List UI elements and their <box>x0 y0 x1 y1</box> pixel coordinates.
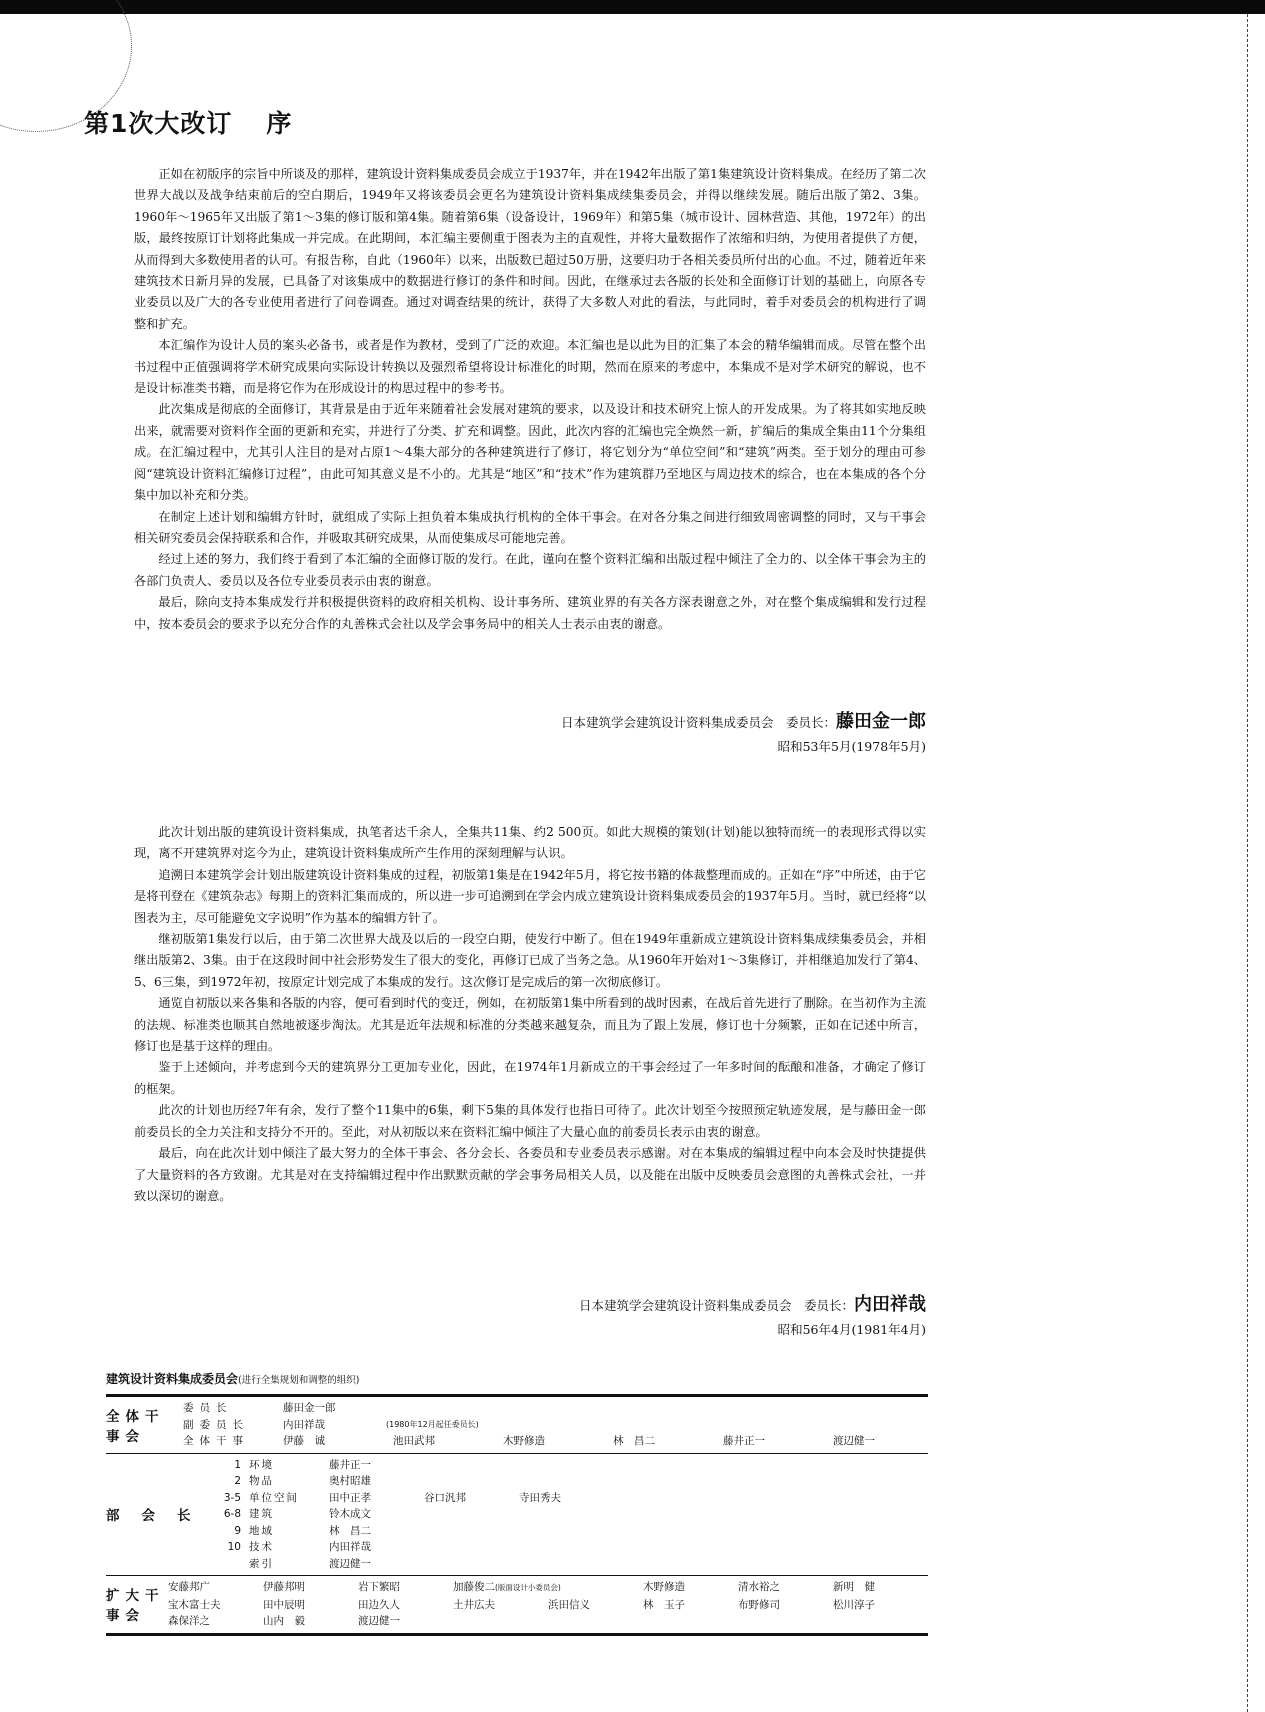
paragraph: 继初版第1集发行以后，由于第二次世界大战及以后的一段空白期，使发行中断了。但在1949年重新成立建筑设计资料集成续集委员会，并相继出版第2、3集。由于在这段时间中社会形势发生了很大的变化，再修订已成了当务之急。从1960年开始对1～3集修订，并相继追加发行了第4、5、6三集，到1972年初，按原定计划完成了本集成的发行。这次修订是完成后的第一次彻底修订。 <box>134 932 926 989</box>
signature-date: 昭和53年5月(1978年5月) <box>777 739 926 754</box>
signature-date: 昭和56年4月(1981年4月) <box>777 1322 926 1337</box>
section-name: 索引 <box>249 1557 274 1570</box>
member-name: 清水裕之 <box>738 1581 780 1593</box>
member-name: 伊藤邦明 <box>263 1581 305 1593</box>
executive-board-group <box>106 1397 928 1454</box>
member-name: 木野修造 <box>643 1581 685 1593</box>
member-name: 铃木成文 <box>329 1508 371 1520</box>
member-note: (版面设计小委员会) <box>495 1583 561 1592</box>
member-name: 林 昌二 <box>329 1524 371 1537</box>
member-name: 渡辺健一 <box>358 1615 400 1627</box>
section-name: 地域 <box>249 1524 274 1537</box>
role: 全体干事 <box>183 1435 249 1447</box>
signature-1981 <box>579 1293 926 1342</box>
paragraph: 最后，除向支持本集成发行并积极提供资料的政府相关机构、设计事务所、建筑业界的有关各方深表谢意之外，对在整个集成编辑和发行过程中，按本委员会的要求予以充分合作的丸善株式会社以及学会事务局中的相关人士表示由衷的谢意。 <box>134 595 926 631</box>
paragraph: 最后，向在此次计划中倾注了最大努力的全体干事会、各分会长、各委员和专业委员表示感谢。对在本集成的编辑过程中向本会及时快捷提供了大量资料的各方致谢。尤其是对在支持编辑过程中作出默默贡献的学会事务局相关人员，以及能在出版中反映委员会意图的丸善株式会社，一并致以深切的谢意。 <box>134 1146 926 1203</box>
member-name: 森保洋之 <box>168 1615 210 1627</box>
group-label: 部会长 <box>106 1508 213 1525</box>
group-label: 全体干事会 <box>106 1408 165 1445</box>
signature-organization: 日本建筑学会建筑设计资料集成委员会 委员长： <box>560 715 836 730</box>
role: 委员长 <box>183 1402 233 1414</box>
member-name: 土井広夫 <box>453 1598 495 1611</box>
page-title-suffix: 序 <box>266 109 293 138</box>
extended-board-group <box>106 1576 928 1633</box>
member-name: 新明 健 <box>833 1581 875 1593</box>
roster-row <box>211 1556 928 1573</box>
roster-row <box>183 1417 928 1434</box>
member-name: 奥村昭雄 <box>329 1475 371 1487</box>
committee-title-sub: (进行全集规划和调整的组织) <box>238 1375 360 1386</box>
signature-chair-name: 藤田金一郎 <box>836 711 926 732</box>
roster-row <box>183 1433 928 1450</box>
member-name: 松川淳子 <box>833 1598 875 1611</box>
paragraph: 追溯日本建筑学会计划出版建筑设计资料集成的过程，初版第1集是在1942年5月，将它按书籍的体裁整理而成的。正如在“序”中所述，由于它是将刊登在《建筑杂志》每期上的资料汇集而成的，所以进一步可追溯到在学会内成立建筑设计资料集成委员会的1937年5月。当时，就已经将“以图表为主，尽可能避免文字说明”作为基本的编辑方针了。 <box>134 867 926 925</box>
member-name: 渡辺健一 <box>833 1435 875 1447</box>
member-name: 林 玉子 <box>643 1598 685 1611</box>
committee-title-main: 建筑设计资料集成委员会 <box>106 1372 239 1386</box>
member-name: 林 昌二 <box>613 1435 655 1447</box>
member-name: 布野修司 <box>738 1598 780 1611</box>
section-number: 1 <box>234 1458 241 1471</box>
member-name: 田中辰明 <box>263 1598 305 1611</box>
section-number: 10 <box>227 1541 241 1553</box>
member-name: 田边久人 <box>358 1598 400 1611</box>
roster-row <box>168 1613 928 1630</box>
member-name: 山内 毅 <box>263 1615 305 1627</box>
member-name: 池田武邦 <box>393 1435 435 1447</box>
page-title <box>84 104 292 140</box>
page-title-main: 第1次大改订 <box>84 109 233 138</box>
roster-row <box>211 1473 928 1490</box>
paragraph: 鉴于上述倾向，并考虑到今天的建筑界分工更加专业化，因此，在1974年1月新成立的干事会经过了一年多时间的酝酿和准备，才确定了修订的框架。 <box>134 1060 926 1096</box>
member-name: 安藤邦广 <box>168 1581 210 1593</box>
roster-row <box>211 1457 928 1474</box>
paragraph: 此次集成是彻底的全面修订，其背景是由于近年来随着社会发展对建筑的要求，以及设计和技术研究上惊人的开发成果。为了将其如实地反映出来，就需要对资料作全面的更新和充实，并进行了分类、扩充和调整。因此，此次内容的汇编也完全焕然一新，扩编后的集成全集由11个分集组成。在汇编过程中，尤其引人注目的是对占原1～4集大部分的各种建筑进行了修订，将它划分为“单位空间”和“建筑”两类。至于划分的理由可参阅“建筑设计资料汇编修订过程”，由此可知其意义是不小的。尤其是“地区”和“技术”作为建筑群乃至地区与周边技术的综合，也在本集成的各个分集中加以补充和分类。 <box>134 402 926 503</box>
roster-row <box>211 1539 928 1556</box>
group-label: 扩大干事会 <box>106 1588 165 1625</box>
section-number: 2 <box>234 1475 241 1487</box>
member-name: 宝木富士夫 <box>168 1598 221 1611</box>
committee-title <box>106 1370 928 1387</box>
preface-section-1978 <box>134 164 926 635</box>
member-note: (1980年12月起任委员长) <box>386 1419 479 1429</box>
paragraph: 此次的计划也历经7年有余，发行了整个11集中的6集，剩下5集的具体发行也指日可待了。此次计划至今按照预定轨迹发展，是与藤田金一郎前委员长的全力关注和支持分不开的。至此，对从初版以来在资料汇编中倾注了大量心血的前委员长表示由衷的谢意。 <box>134 1103 926 1139</box>
member-name: 田中正孝 <box>329 1491 371 1504</box>
section-number: 9 <box>234 1524 241 1537</box>
roster-row <box>168 1579 928 1597</box>
member-name: 谷口汎邦 <box>424 1491 466 1504</box>
section-name: 技术 <box>249 1541 274 1553</box>
member-name: 伊藤 诚 <box>283 1435 325 1447</box>
roster-row <box>211 1506 928 1523</box>
section-name: 物品 <box>249 1475 274 1487</box>
roster-row <box>168 1597 928 1614</box>
section-name: 单位空间 <box>249 1491 299 1504</box>
paragraph: 此次计划出版的建筑设计资料集成，执笔者达千余人，全集共11集、约2 500页。如此大规模的策划(计划)能以独特而统一的表现形式得以实现，离不开建筑界对迄今为止，建筑设计资料集成所产生作用的深刻理解与认识。 <box>134 825 926 861</box>
member-name: 浜田信义 <box>548 1598 590 1611</box>
member-name: 内田祥哉 <box>329 1541 371 1553</box>
paragraph: 本汇编作为设计人员的案头必备书，或者是作为教材，受到了广泛的欢迎。本汇编也是以此为目的汇集了本会的精华编辑而成。尽管在整个出书过程中正值强调将学术研究成果向实际设计转换以及强烈希望将设计标准化的时期，然而在原来的考虑中，本集成不是对学术研究的解说，也不是设计标准类书籍，而是将它作为在形成设计的构思过程中的参考书。 <box>134 338 926 396</box>
paragraph: 经过上述的努力，我们终于看到了本汇编的全面修订版的发行。在此，谨向在整个资料汇编和出版过程中倾注了全力的、以全体干事会为主的各部门负责人、委员以及各位专业委员表示由衷的谢意。 <box>134 552 926 588</box>
member-name: 寺田秀夫 <box>519 1491 561 1504</box>
member-name: 木野修造 <box>503 1435 545 1447</box>
committee-table <box>106 1394 928 1636</box>
section-chairs-group <box>106 1454 928 1577</box>
section-number <box>211 1556 249 1573</box>
member-name: 藤田金一郎 <box>283 1402 336 1414</box>
section-name: 建筑 <box>249 1508 274 1520</box>
member-name: 加藤俊二 <box>453 1581 495 1593</box>
signature-organization: 日本建筑学会建筑设计资料集成委员会 委员长： <box>578 1298 854 1313</box>
paragraph: 在制定上述计划和编辑方针时，就组成了实际上担负着本集成执行机构的全体干事会。在对各分集之间进行细致周密调整的同时，又与干事会相关研究委员会保持联系和合作，并吸取其研究成果，从而使集成尽可能地完善。 <box>134 509 926 545</box>
member-name: 藤井正一 <box>329 1458 371 1471</box>
role: 副委员长 <box>183 1418 249 1431</box>
paragraph: 正如在初版序的宗旨中所谈及的那样，建筑设计资料集成委员会成立于1937年，并在1942年出版了第1集建筑设计资料集成。在经历了第二次世界大战以及战争结束前后的空白期后，1949年又将该委员会更名为建筑设计资料集成续集委员会，并得以继续发展。随后出版了第2、3集。1960年～1965年又出版了第1～3集的修订版和第4集。随着第6集（设备设计，1969年）和第5集（城市设计、园林营造、其他，1972年）的出版，最终按原订计划将此集成一并完成。在此期间，本汇编主要侧重于图表为主的直观性，并将大量数据作了浓缩和归纳，为使用者提供了方便，从而得到大多数使用者的认可。有报告称，自此（1960年）以来，出版数已超过50万册，这要归功于各相关委员所付出的心血。不过，随着近年来建筑技术日新月异的发展，已具备了对该集成中的数据进行修订的条件和时间。因此，在继承过去各版的长处和全面修订计划的基础上，向原各专业委员以及广大的各专业使用者进行了问卷调查。通过对调查结果的统计，获得了大多数人对此的看法，与此同时，着手对委员会的机构进行了调整和扩充。 <box>134 167 926 331</box>
member-name: 渡辺健一 <box>329 1557 371 1570</box>
preface-section-1981 <box>134 822 926 1207</box>
paragraph: 通览自初版以来各集和各版的内容，便可看到时代的变迁，例如，在初版第1集中所看到的战时因素，在战后首先进行了删除。在当初作为主流的法规、标准类也顺其自然地被逐步淘汰。尤其是近年法规和标准的分类越来越复杂，而且为了跟上发展，修订也十分频繁，正如在记述中所言，修订也是基于这样的理由。 <box>134 996 926 1054</box>
signature-chair-name: 内田祥哉 <box>854 1294 926 1315</box>
roster-row <box>211 1490 928 1507</box>
roster-row <box>211 1523 928 1540</box>
section-number: 6-8 <box>223 1508 241 1520</box>
section-name: 环境 <box>249 1458 274 1471</box>
scan-border-right <box>1247 14 1249 1712</box>
committee-roster <box>106 1370 928 1636</box>
roster-row <box>183 1400 928 1417</box>
scan-border-top <box>0 0 1265 14</box>
member-name: 岩下繁昭 <box>358 1581 400 1593</box>
signature-1978 <box>561 710 926 759</box>
member-name: 内田祥哉 <box>283 1418 325 1431</box>
section-number: 3-5 <box>223 1491 241 1504</box>
member-name: 藤井正一 <box>723 1435 765 1447</box>
